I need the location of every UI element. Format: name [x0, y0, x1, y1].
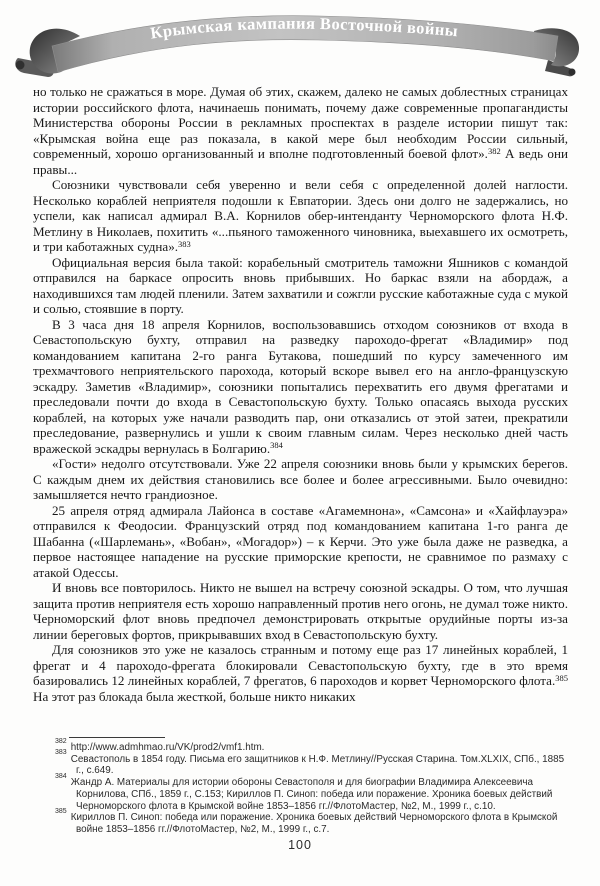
banner-title: Крымская кампания Восточной войны: [149, 13, 459, 43]
ribbon-banner-graphic: [0, 2, 600, 82]
footnote: [55, 807, 568, 835]
chapter-banner: [0, 2, 600, 82]
footnote-text: Кириллов П. Синоп: победа или поражение. Хроника боевых действий Черноморского флота в Крымской войне 1853–1856 гг.//ФлотоМастер, №2, М., 1999 г., с.7.: [70, 812, 558, 835]
paragraph-text: Для союзников это уже не казалось странным и потому еще раз 17 линейных кораблей, 1 фрегат и 4 пароходо-фрегата блокировали Севастопольскую бухту, где в это время базировались 12 линейных кораблей, 7 фрегатов, 6 пароходов и корвет Черноморского флота.: [33, 642, 568, 688]
footnote-ref: 383: [178, 238, 191, 249]
footnote-number: 385: [55, 807, 67, 815]
paragraph: [33, 456, 568, 503]
footnote-ref: 384: [270, 440, 283, 450]
page-number: 100: [288, 838, 312, 852]
footnote: [55, 737, 568, 757]
paragraph-text: «Гости» недолго отсутствовали. Уже 22 апреля союзники вновь были у крымских берегов. С каждым днем их действия становились все более и более агрессивными. Было очевидно: замышляется нечто грандиозное.: [33, 456, 568, 502]
footnote-text: Жандр А. Материалы для истории обороны Севастополя и для биографии Владимира Алексеевича Корнилова, СПб., 1859 г., С.153; Кириллов П. Синоп: победа или поражение. Хроника боевых действий Черноморского флота в Крымской войне 1853–1856 гг.//ФлотоМастер, №2, М., 1999 г., с.10.: [70, 777, 553, 812]
paragraph-text: А ведь они правы...: [33, 146, 568, 177]
paragraph: [33, 317, 568, 457]
paragraph-text: И вновь все повторилось. Никто не вышел на встречу союзной эскадры. О том, что лучшая защита против неприятеля есть хорошо направленный против него огонь, не думал тоже никто. Черноморский флот вновь предпочел демонстрировать открытые орудийные порты из-за линии береговых фортов, прикрывавших вход в Севастопольскую бухту.: [33, 580, 568, 642]
paragraph: [33, 255, 568, 317]
footnotes-section: [55, 737, 568, 836]
paragraph: [33, 642, 568, 704]
footnote: [55, 772, 568, 812]
footnote-number: 384: [55, 772, 67, 780]
paragraph-text: 25 апреля отряд адмирала Лайонса в составе «Агамемнона», «Самсона» и «Хайфлауэра» отправился к Феодосии. Французский отряд под командованием капитана 1-го ранга де Шабанна («Шарлемань», «Вобан», «Могадор») – к Керчи. Это уже была даже не разведка, а первое настоящее нападение на русские приморские крепости, не сравнимое по размаху с атакой Одессы.: [33, 502, 568, 580]
footnote-separator: [69, 737, 165, 738]
paragraph: [33, 580, 568, 642]
footnote-number: 383: [55, 749, 67, 757]
footnote-ref: 385: [555, 672, 568, 683]
footnote-ref: 382: [487, 145, 501, 156]
footnote-number: 382: [55, 737, 67, 745]
paragraph-text: но только не сражаться в море. Думая об этих, скажем, далеко не самых доблестных страницах истории российского флота, начинаешь понимать, почему даже современные пропагандисты Министерства обороны России в рекламных проспектах в разделе истории пишут так: «Крымская война еще раз показала, в какой мере был необходим России сильный, современный, хорошо организованный и вполне подготовленный боевой флот».: [33, 84, 568, 161]
page-body: [33, 84, 568, 704]
footnote-text: http://www.admhmao.ru/VK/prod2/vmf1.htm.: [70, 742, 265, 753]
paragraph-text: В 3 часа дня 18 апреля Корнилов, воспользовавшись отходом союзников от входа в Севастопольскую бухту, отправил на разведку пароходо-фрегат «Владимир» под командованием капитана 2-го ранга Бутакова, пошедший по курсу замеченного им трехмачтового неприятельского парохода, который вскоре вывел его на англо-французскую эскадру. Заметив «Владимир», союзники попытались перехватить его двумя фрегатами и преследовали почти до входа в Севастопольскую бухту. Только опасаясь выхода русских кораблей, на которых уже начали разводить пар, они отказались от этой затеи, прекратили преследование, развернулись и ушли к своим главным силам. Через несколько дней часть вражеской эскадры вернулась в Болгарию.: [33, 316, 568, 456]
paragraph-text: На этот раз блокада была жесткой, больше никто никаких: [33, 688, 356, 704]
footnote-text: Севастополь в 1854 году. Письма его защитников к Н.Ф. Метлину//Русская Старина. Том.XLXIX, СПб., 1885 г., с.649.: [70, 753, 565, 777]
paragraph-text: Союзники чувствовали себя уверенно и вели себя с определенной долей наглости. Несколько кораблей неприятеля подошли к Евпатории. Здесь они долго не задержались, но успели, как написал адмирал В.А. Корнилов обер-интенданту Черноморского флота Н.Ф. Метлину в Николаев, похитить «...пьяного таможенного чиновника, выехавшего их осмотреть, и три каботажных судна».: [33, 177, 568, 254]
footnote: [55, 749, 568, 777]
paragraph: [33, 84, 568, 177]
paragraph: [33, 503, 568, 581]
paragraph-text: Официальная версия была такой: корабельный смотритель таможни Яшников с командой отправился на баркасе опросить вновь прибывших. Но баркас взяли на абордаж, а находившихся там людей пленили. Затем захватили и сожгли русские каботажные суда с мукой и солью, стоявшие в порту.: [33, 254, 568, 316]
paragraph: [33, 177, 568, 255]
